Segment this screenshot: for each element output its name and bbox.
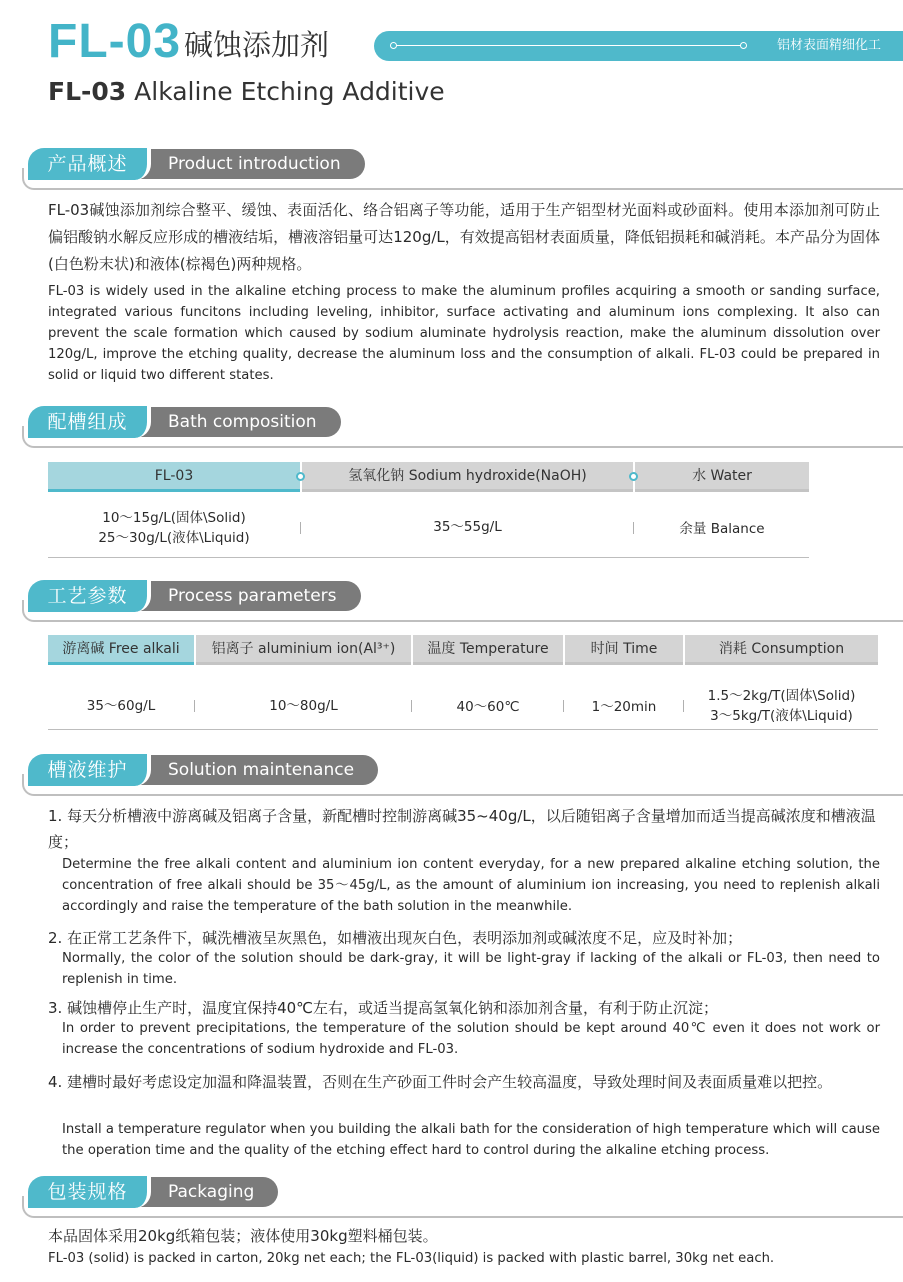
section-cn-label: 产品概述 (47, 153, 128, 175)
table-bottom-line (48, 729, 878, 730)
maintenance-item-4-cn: 4. 建槽时最好考虑设定加温和降温装置，否则在生产砂面工件时会产生较高温度，导致处理时间及表面质量难以把控。 (48, 1073, 833, 1091)
bath-value-naoh: 35～55g/L (433, 519, 502, 535)
section-header-packaging (0, 1176, 903, 1218)
process-value-temperature: 40～60℃ (456, 699, 520, 715)
title-en-code: FL-03 (48, 77, 127, 106)
product-title-cn: 碱蚀添加剂 (184, 28, 330, 62)
header-label: 铝离子 aluminium ion(Al³⁺) (211, 641, 396, 657)
cell-separator (683, 700, 684, 712)
title-en-text: Alkaline Etching Additive (134, 77, 445, 106)
product-code: FL-03 (48, 15, 182, 68)
cell-separator (300, 522, 301, 534)
category-label: 铝材表面精细化工 (776, 38, 881, 53)
header-label: 游离碱 Free alkali (62, 641, 180, 657)
section-header-bath (0, 406, 903, 448)
section-en-label: Solution maintenance (168, 760, 355, 780)
header-label: 水 Water (692, 468, 752, 484)
section-cn-tab (28, 754, 151, 786)
process-value-free-alkali: 35～60g/L (86, 698, 156, 714)
cell-separator (633, 522, 634, 534)
maintenance-item-3-en: In order to prevent precipitations, the temperature of the solution should be kept around 40℃ even it does not work or increase the concentrations of sodium hydroxide and FL-03. (62, 1021, 880, 1057)
section-cn-tab (28, 1176, 151, 1208)
product-title-en (48, 76, 445, 108)
process-value-consumption-solid: 1.5～2kg/T(固体\Solid) (707, 688, 856, 704)
maintenance-item-1-cn: 1. 每天分析槽液中游离碱及铝离子含量，新配槽时控制游离碱35~40g/L，以后随铝离子含量增加而适当提高碱浓度和槽液温度； (48, 807, 876, 851)
section-cn-label: 槽液维护 (47, 759, 128, 781)
banner-line (394, 45, 743, 46)
section-header-intro (0, 148, 903, 190)
bath-header-fl03 (48, 462, 300, 492)
bath-header-water (635, 462, 809, 492)
process-value-time: 1～20min (591, 699, 657, 715)
packaging-text-cn: 本品固体采用20kg纸箱包装；液体使用30kg塑料桶包装。 (48, 1227, 438, 1245)
bath-value-water: 余量 Balance (679, 521, 765, 537)
section-cn-tab (28, 148, 151, 180)
maintenance-item-2-en: Normally, the color of the solution should be dark-gray, it will be light-gray if lacking of the alkali or FL-03, then need to replenish in time. (62, 951, 880, 987)
cell-separator (194, 700, 195, 712)
process-header-temperature (413, 635, 563, 665)
banner-dot-right (740, 42, 747, 49)
bath-value-fl03-solid: 10～15g/L(固体\Solid) (102, 510, 246, 526)
section-cn-label: 包装规格 (47, 1181, 128, 1203)
section-en-tab (120, 407, 341, 437)
header-label: 温度 Temperature (427, 641, 549, 657)
process-header-time (565, 635, 683, 665)
section-header-process (0, 580, 903, 622)
process-header-free-alkali (48, 635, 194, 665)
section-cn-label: 工艺参数 (47, 585, 128, 607)
packaging-text-en: FL-03 (solid) is packed in carton, 20kg net each; the FL-03(liquid) is packed with plastic barrel, 30kg net each. (48, 1251, 775, 1266)
intro-text-en: FL-03 is widely used in the alkaline etching process to make the aluminum profiles acquiring a smooth or sanding surface, integrated various funcitons including leveling, inhibitor, surface activating and aluminum ions complexing. It also can prevent the scale formation which caused by sodium aluminate hydrolysis reaction, make the aluminum dissolution over 120g/L, improve the etching quality, decrease the aluminum loss and the consumption of alkali. FL-03 could be prepared in solid or liquid two different states. (48, 284, 880, 383)
cell-separator (563, 700, 564, 712)
header-label: 消耗 Consumption (718, 641, 845, 657)
maintenance-item-2-cn: 2. 在正常工艺条件下，碱洗槽液呈灰黑色，如槽液出现灰白色，表明添加剂或碱浓度不足，应及时补加； (48, 929, 743, 947)
bath-value-fl03-liquid: 25～30g/L(液体\Liquid) (98, 530, 250, 546)
process-header-al-ion (196, 635, 411, 665)
header-node (629, 472, 638, 481)
section-en-label: Packaging (168, 1182, 255, 1202)
section-en-label: Bath composition (168, 412, 317, 432)
section-cn-label: 配槽组成 (47, 411, 128, 433)
section-header-maintenance (0, 754, 903, 796)
section-en-tab (120, 581, 361, 611)
maintenance-item-1-en: Determine the free alkali content and aluminium ion content everyday, for a new prepared alkaline etching solution, the concentration of free alkali should be 35～45g/L, as the amount of aluminium ion increasing, you need to replenish alkali accordingly and raise the temperature of the bath solution in the meanwhile. (62, 857, 880, 914)
maintenance-item-4-en: Install a temperature regulator when you building the alkali bath for the consideration of high temperature which will cause the operation time and the quality of the etching effect hard to control during the alkaline etching process. (62, 1122, 880, 1158)
process-value-consumption-liquid: 3～5kg/T(液体\Liquid) (710, 708, 853, 724)
section-en-tab (120, 149, 365, 179)
intro-text-cn: FL-03碱蚀添加剂综合整平、缓蚀、表面活化、络合铝离子等功能，适用于生产铝型材光面料或砂面料。使用本添加剂可防止偏铝酸钠水解反应形成的槽液结垢，槽液溶铝量可达120g/L，有效提高铝材表面质量，降低铝损耗和碱消耗。本产品分为固体(白色粉末状)和液体(棕褐色)两种规格。 (48, 201, 880, 273)
header-label: 时间 Time (590, 641, 658, 657)
cell-separator (411, 700, 412, 712)
header-label: 氢氧化钠 Sodium hydroxide(NaOH) (348, 468, 587, 484)
section-cn-tab (28, 580, 151, 612)
section-en-label: Product introduction (168, 154, 341, 174)
section-en-tab (120, 755, 378, 785)
process-value-al-ion: 10～80g/L (269, 698, 338, 714)
maintenance-item-3-cn: 3. 碱蚀槽停止生产时，温度宜保持40℃左右，或适当提高氢氧化钠和添加剂含量，有利于防止沉淀； (48, 999, 719, 1017)
section-en-label: Process parameters (168, 586, 337, 606)
section-cn-tab (28, 406, 151, 438)
process-header-consumption (685, 635, 878, 665)
table-bottom-line (48, 557, 809, 558)
header-node (296, 472, 305, 481)
header-label: FL-03 (154, 468, 194, 484)
category-banner (374, 31, 903, 61)
banner-dot-left (390, 42, 397, 49)
bath-header-naoh (302, 462, 633, 492)
